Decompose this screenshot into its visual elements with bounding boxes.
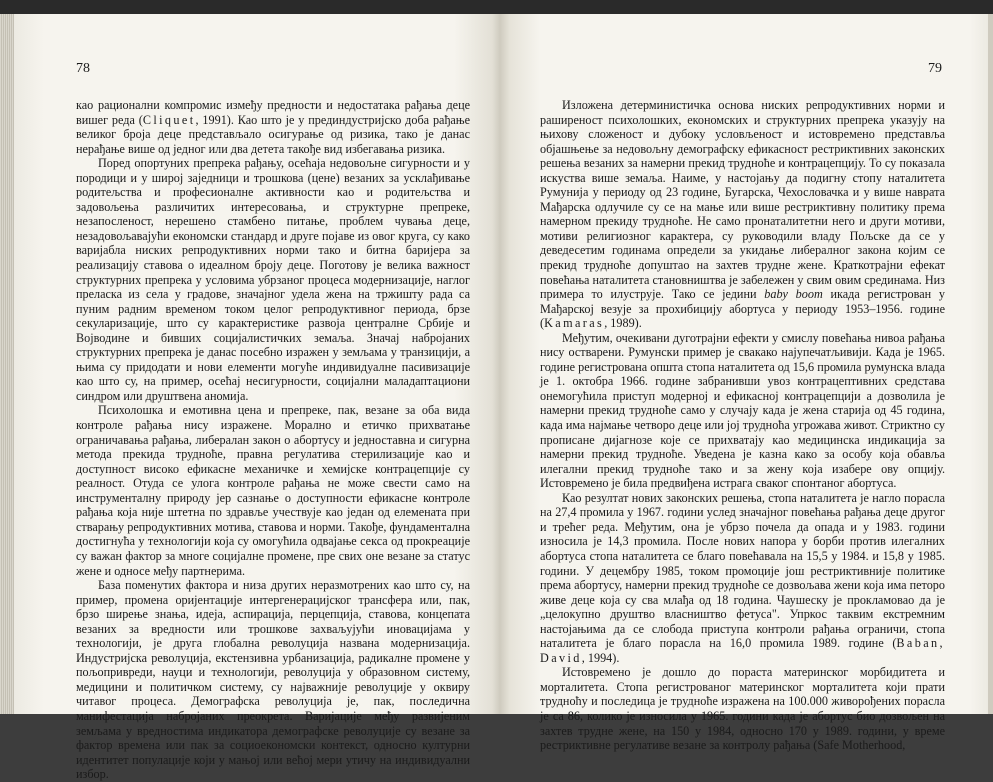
paragraph (540, 331, 945, 491)
paragraph (76, 403, 470, 578)
right-page-body (540, 98, 945, 753)
text-run: као рационални компромис између предности и недостатака рађања деце вишег реда ( (76, 98, 470, 127)
paragraph (540, 98, 945, 331)
author-citation: Cliquet (142, 112, 196, 127)
page-edges-left (0, 14, 14, 714)
text-run: Истовремено је дошло до пораста материнског морбидитета и морталитета. Стопа регистрованог материнског морталитета који прати трудноћу и последица је трудноће изражена на 100.000 живорођених порасла је са 86, колико је износила у 1965. години када је абортус био дозвољен на захтев трудне жене, на 150 у 1984, односно 170 у 1989. години, у време рестриктивне регулативе везане за контролу рађања (Safe Motherhood, (540, 665, 945, 753)
left-page-body (76, 98, 470, 782)
emphasis-text: baby boom (764, 287, 823, 302)
text-run: , 1989). (604, 316, 642, 331)
text-run: Поред опортуних препрека рађању, осећаја недовољне сигурности и у породици и у широј заједници и трошкова (цене) везаних за усклађивање родитељства и професионалне активности као и родитељства и задовољења различитих интересовања, и структурне препреке, незапосленост, нерешено стамбено питање, проблем чувања деце, незадовољавајући економски стандард и друге појаве из овог круга, су како варијабла ниских репродуктивних норми тако и битна баријера за реализацију ставова о идеалном броју деце. Поготову је велика важност структурних препрека у условима убрзаног процеса модернизације, наглог преласка из села у градове, значајног удела жена на тржишту рада са пуним радним временом током целог репродуктивног периода, брзе секуларизације, што су карактеристике развоја централне Србије и Војводине и бивших социјалистичких земаља. Значај набројаних структурних препрека је данас посебно изражен у земљама у транзицији, а њима су придодати и нови елементи могуће индивидуалне пасивизације као што су, на пример, осећај несигурности, социјални маладаптациони синдром или друштвена аномија. (76, 156, 470, 403)
author-citation: Baban, David (540, 636, 945, 665)
right-page (500, 14, 988, 753)
author-citation: Kamaras (544, 316, 605, 331)
text-run: Као резултат нових законских решења, стопа наталитета је нагло порасла на 27,4 промила у 1967. години услед значајног повећања рађања деце другог и трећег реда. Међутим, она је убрзо почела да опада и у 1983. години износила је 14,3 промила. После нових напора у борби против илегалних абортуса стопа наталитета се благо повећавала на 15,5 у 1984. и 15,8 у 1985. години. У децембру 1985, током промоције још рестриктивније политике према абортусу, намерни прекид трудноће се дозвољава жени која има петоро живе деце која су сва млађа од 18 година. Чаушеску је прокламовао да је „целокупно друштво власништво фетуса". Упркос таквим екстремним настојањима да се слобода приступа контроли рађања ограничи, стопа наталитета је благо порасла на 16,0 промила 1989. године ( (540, 490, 945, 651)
paragraph (540, 491, 945, 666)
text-run: , 1991). Као што је у прединдустријско доба рађање великог броја деце представљало осигурање од ризика, тако је данас нерађање више од једног или два детета такође вид избегавања ризика. (76, 112, 470, 156)
text-run: икада регистрован у Мађарској везује за прохибицију абортуса у периоду 1953–1956. године ( (540, 287, 945, 331)
paragraph (76, 578, 470, 782)
text-run: , 1994). (581, 650, 620, 665)
paragraph (76, 98, 470, 156)
paragraph (540, 665, 945, 752)
page-edges-right (988, 14, 993, 714)
page-number: 79 (928, 61, 942, 76)
text-run: База поменутих фактора и низа других неразмотрених као што су, на пример, промена оријентације интергенерацијског трансфера или, пак, брзо ширење знања, идеја, аспирација, перцепција, ставова, концепата везаних за вредности или трошкове захваљујући иновацијама у технологији, је друга глобална револуција названа модернизација. Индустријска револуција, екстензивна урбанизација, радикалне промене у пољопривреди, науци и технологији, револуција у образовном систему, медицини и политичком систему, су најважније револуције у оквиру читавог процеса. Демографска револуција је, пак, последична манифестација набројаних преокрета. Варијације међу развијеним земљама у вредностима индикатора демографске револуције су везане за фактор времена или пак за социоекономски контекст, односно културни идентитет популације који у мањој или већој мери утичу на индивидуални избор. (76, 578, 470, 782)
paragraph (76, 156, 470, 403)
text-run: Изложена детерминистичка основа ниских репродуктивних норми и раширеност психолошких, економских и структурних препрека указују на њихову сложеност и дубоку условљеност и истовремено представља објашњење за недовољну демографску ефикасност рестриктивних законских решења везаних за намерни прекид трудноће и контрацепцију. То су показала искуства више земаља. Наиме, у настојању да подигну стопу наталитета Румунија у периоду од 23 године, Бугарска, Чехословачка и у више наврата Мађарска одлучиле су се на мање или више рестриктивну политику према намерном прекиду трудноће. Не само пронаталитетни него и други мотиви, мотиви религиозног карактера, су руководили владу Пољске да се у деведесетим годинама определи за укидање либералног закона којим се прекид трудноће допуштао на захтев трудне жене. Краткотрајни ефекат повећања наталитета становништва је забележен у свим овим срединама. Низ примера то илуструје. Тако се једини (540, 98, 945, 302)
text-run: Психолошка и емотивна цена и препреке, пак, везане за оба вида контроле рађања нису изражене. Морално и етичко прихватање ограничавања рађања, либералан закон о абортусу и једноставна и сигурна метода прекида трудноће, правна регулатива стерилизације као и доступност високо ефикасне механичке и хемијске контрацепције су реалност. Отуда се улога контроле рађања не може свести само на инструменталну природу јер сазнање о доступности ефикасне контроле рађања која није штетна по здравље учествује као један од елемената при стварању репродуктивних мотива, ставова и норми. Такође, фундаментална достигнућа у технологији која су омогућила одвајање секса од прокреације су важан фактор за многе социјалне промене, пре свих оне везане за статус жене и односе међу партнерима. (76, 403, 470, 578)
left-page (14, 14, 500, 782)
page-number: 78 (76, 61, 90, 76)
text-run: Међутим, очекивани дуготрајни ефекти у смислу повећања нивоа рађања нису остварени. Румунски пример је свакако најупечатљивији. Када је 1965. године регистрована општа стопа наталитета од 15,6 промила румунска влада је 1. октобра 1966. године забранивши увоз контрацептивних средстава онемогућила приступ модерној и ефикасној контрацепцији а дозволила је намерни прекид трудноће само у случају када је жена старија од 45 година, када има најмање четворо деце или јој трудноћа угрожава живот. Стриктно су прописане дијагнозе које се прихватају као медицинска индикација за намерни прекид трудноће. Уведена је казна како за особу која обавља илегални прекид трудноће тако и за жену која изабере ову опцију. Истовремено је била предвиђена истрага сваког спонтаног абортуса. (540, 330, 945, 491)
